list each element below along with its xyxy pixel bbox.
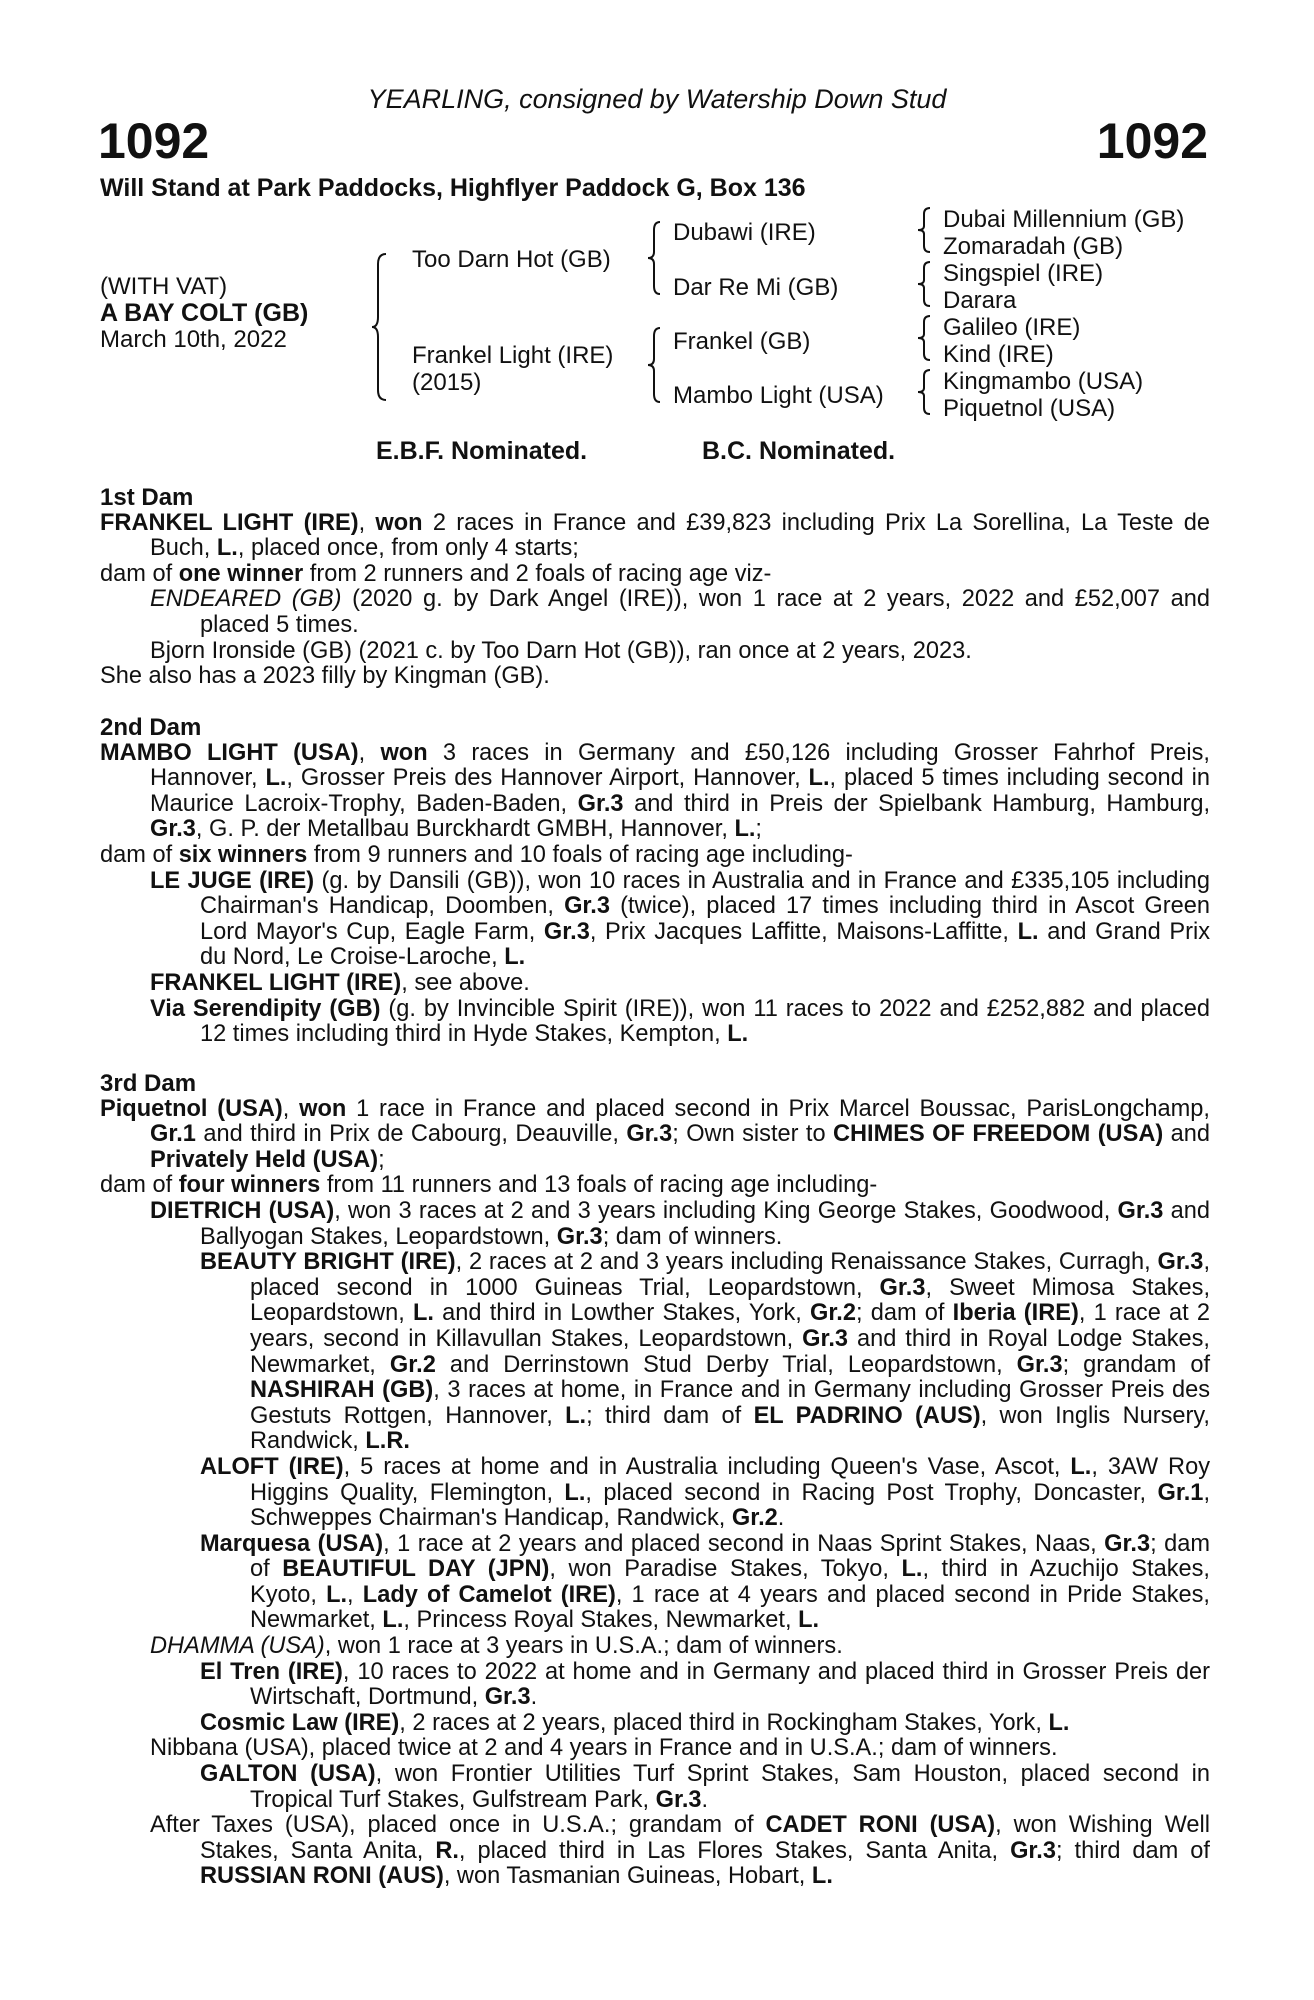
- third-dam-produce-intro: dam of four winners from 11 runners and 13 foals of racing age including-: [100, 1172, 878, 1199]
- produce-endeared: ENDEARED (GB) (2020 g. by Dark Angel (IRE)), won 1 race at 2 years, 2022 and £52,007 and placed 5 times.: [150, 586, 1210, 638]
- sire-dam: Dar Re Mi (GB): [673, 274, 839, 301]
- stand-location: Will Stand at Park Paddocks, Highflyer Paddock G, Box 136: [100, 174, 806, 202]
- consignor-line: YEARLING, consigned by Watership Down Stud: [367, 84, 947, 114]
- third-dam-block: [100, 1071, 1210, 1890]
- dam-dam-dam: Piquetnol (USA): [943, 395, 1116, 422]
- horse-name: A BAY COLT (GB): [100, 299, 309, 327]
- second-dam-entry: MAMBO LIGHT (USA), won 3 races in Germany and £50,126 including Grosser Fahrhof Preis, Hannover, L., Grosser Preis des Hannover Airport, Hannover, L., placed 5 times including second in Maurice Lacroix-Trophy, Baden-Baden, Gr.3 and third in Preis der Spielbank Hamburg, Hamburg, Gr.3, G. P. der Metallbau Burckhardt GMBH, Hannover, L.;: [100, 739, 1211, 843]
- vat-note: (WITH VAT): [100, 273, 228, 300]
- bc-nomination: B.C. Nominated.: [702, 437, 896, 465]
- produce-dhamma: DHAMMA (USA), won 1 race at 3 years in U.S.A.; dam of winners.: [150, 1633, 843, 1660]
- produce-dietrich: DIETRICH (USA), won 3 races at 2 and 3 years including King George Stakes, Goodwood, Gr.3 and Ballyogan Stakes, Leopardstown, Gr.3; dam of winners.: [150, 1197, 1211, 1250]
- produce-beauty-bright: BEAUTY BRIGHT (IRE), 2 races at 2 and 3 years including Renaissance Stakes, Curragh, Gr.3, placed second in 1000 Guineas Trial, Leopardstown, Gr.3, Sweet Mimosa Stakes, Leopardstown, L. and third in Lowther Stakes, York, Gr.2; dam of Iberia (IRE), 1 race at 2 years, second in Killavullan Stakes, Leopardstown, Gr.3 and third in Royal Lodge Stakes, Newmarket, Gr.2 and Derrinstown Stud Derby Trial, Leopardstown, Gr.3; grandam of NASHIRAH (GB), 3 races at home, in France and in Germany including Grosser Preis des Gestuts Rottgen, Hannover, L.; third dam of EL PADRINO (AUS), won Inglis Nursery, Randwick, L.R.: [200, 1249, 1211, 1455]
- dam-brace: [648, 326, 662, 404]
- produce-galton: GALTON (USA), won Frontier Utilities Turf Sprint Stakes, Sam Houston, placed second in Tropical Turf Stakes, Gulfstream Park, Gr.3.: [200, 1761, 1210, 1813]
- dam-dam-sire: Kingmambo (USA): [943, 368, 1144, 395]
- sire-dam-dam: Darara: [943, 287, 1017, 314]
- first-dam-heading: 1st Dam: [100, 484, 194, 511]
- first-dam-block: [100, 485, 1210, 690]
- produce-bjorn-ironside: Bjorn Ironside (GB) (2021 c. by Too Darn Hot (GB)), ran once at 2 years, 2023.: [150, 637, 972, 664]
- first-dam-entry: FRANKEL LIGHT (IRE), won 2 races in France and £39,823 including Prix La Sorellina, La Teste de Buch, L., placed once, from only 4 starts;: [100, 509, 1210, 562]
- lot-number-right: 1092: [1096, 113, 1208, 169]
- third-dam-entry: Piquetnol (USA), won 1 race in France and placed second in Prix Marcel Boussac, ParisLongchamp, Gr.1 and third in Prix de Cabourg, Deauville, Gr.3; Own sister to CHIMES OF FREEDOM (USA) and Privately Held (USA);: [100, 1095, 1211, 1173]
- sire-brace: [648, 220, 662, 296]
- sire-sire-sire: Dubai Millennium (GB): [943, 206, 1185, 233]
- first-dam-produce-intro: dam of one winner from 2 runners and 2 foals of racing age viz-: [100, 560, 772, 587]
- gen3-brace-4: [918, 368, 932, 416]
- dam-sire-sire: Galileo (IRE): [943, 314, 1081, 341]
- produce-after-taxes: After Taxes (USA), placed once in U.S.A.; grandam of CADET RONI (USA), won Wishing Well Stakes, Santa Anita, R., placed third in Las Flores Stakes, Santa Anita, Gr.3; third dam of RUSSIAN RONI (AUS), won Tasmanian Guineas, Hobart, L.: [150, 1812, 1211, 1890]
- produce-nibbana: Nibbana (USA), placed twice at 2 and 4 years in France and in U.S.A.; dam of winners.: [150, 1735, 1058, 1762]
- second-dam-block: [100, 715, 1210, 1048]
- pedigree-brace: [372, 252, 390, 402]
- dam-name: Frankel Light (IRE): [412, 342, 614, 369]
- ebf-nomination: E.B.F. Nominated.: [376, 437, 588, 465]
- produce-via-serendipity: Via Serendipity (GB) (g. by Invincible Spirit (IRE)), won 11 races to 2022 and £252,882 and placed 12 times including third in Hyde Stakes, Kempton, L.: [150, 995, 1210, 1048]
- produce-aloft: ALOFT (IRE), 5 races at home and in Australia including Queen's Vase, Ascot, L., 3AW Roy Higgins Quality, Flemington, L., placed second in Racing Post Trophy, Doncaster, Gr.1, Schweppes Chairman's Handicap, Randwick, Gr.2.: [200, 1453, 1210, 1532]
- third-dam-heading: 3rd Dam: [100, 1070, 197, 1097]
- dam-sire: Frankel (GB): [673, 328, 811, 355]
- gen3-brace-2: [918, 260, 932, 308]
- sire-dam-sire: Singspiel (IRE): [943, 260, 1104, 287]
- produce-2023-filly: She also has a 2023 filly by Kingman (GB).: [100, 663, 550, 690]
- gen3-brace-1: [918, 206, 932, 254]
- produce-marquesa: Marquesa (USA), 1 race at 2 years and placed second in Naas Sprint Stakes, Naas, Gr.3; dam of BEAUTIFUL DAY (JPN), won Paradise Stakes, Tokyo, L., third in Azuchijo Stakes, Kyoto, L., Lady of Camelot (IRE), 1 race at 4 years and placed second in Pride Stakes, Newmarket, L., Princess Royal Stakes, Newmarket, L.: [200, 1530, 1210, 1634]
- dam-year: (2015): [412, 369, 482, 396]
- sire-sire: Dubawi (IRE): [673, 219, 816, 246]
- lot-number-left: 1092: [98, 113, 210, 169]
- sire-name: Too Darn Hot (GB): [412, 246, 611, 273]
- produce-frankel-light: FRANKEL LIGHT (IRE), see above.: [150, 969, 530, 996]
- second-dam-heading: 2nd Dam: [100, 714, 202, 741]
- dam-sire-dam: Kind (IRE): [943, 341, 1054, 368]
- produce-el-tren: El Tren (IRE), 10 races to 2022 at home and in Germany and placed third in Grosser Preis der Wirtschaft, Dortmund, Gr.3.: [200, 1658, 1210, 1711]
- sire-sire-dam: Zomaradah (GB): [943, 233, 1124, 260]
- produce-le-juge: LE JUGE (IRE) (g. by Dansili (GB)), won 10 races in Australia and in France and £335,105 including Chairman's Handicap, Doomben, Gr.3 (twice), placed 17 times including third in Ascot Green Lord Mayor's Cup, Eagle Farm, Gr.3, Prix Jacques Laffitte, Maisons-Laffitte, L. and Grand Prix du Nord, Le Croise-Laroche, L.: [150, 867, 1211, 971]
- produce-cosmic-law: Cosmic Law (IRE), 2 races at 2 years, placed third in Rockingham Stakes, York, L.: [200, 1709, 1070, 1736]
- horse-dob: March 10th, 2022: [100, 326, 287, 353]
- gen3-brace-3: [918, 314, 932, 362]
- dam-dam: Mambo Light (USA): [673, 382, 884, 409]
- second-dam-produce-intro: dam of six winners from 9 runners and 10 foals of racing age including-: [100, 841, 853, 868]
